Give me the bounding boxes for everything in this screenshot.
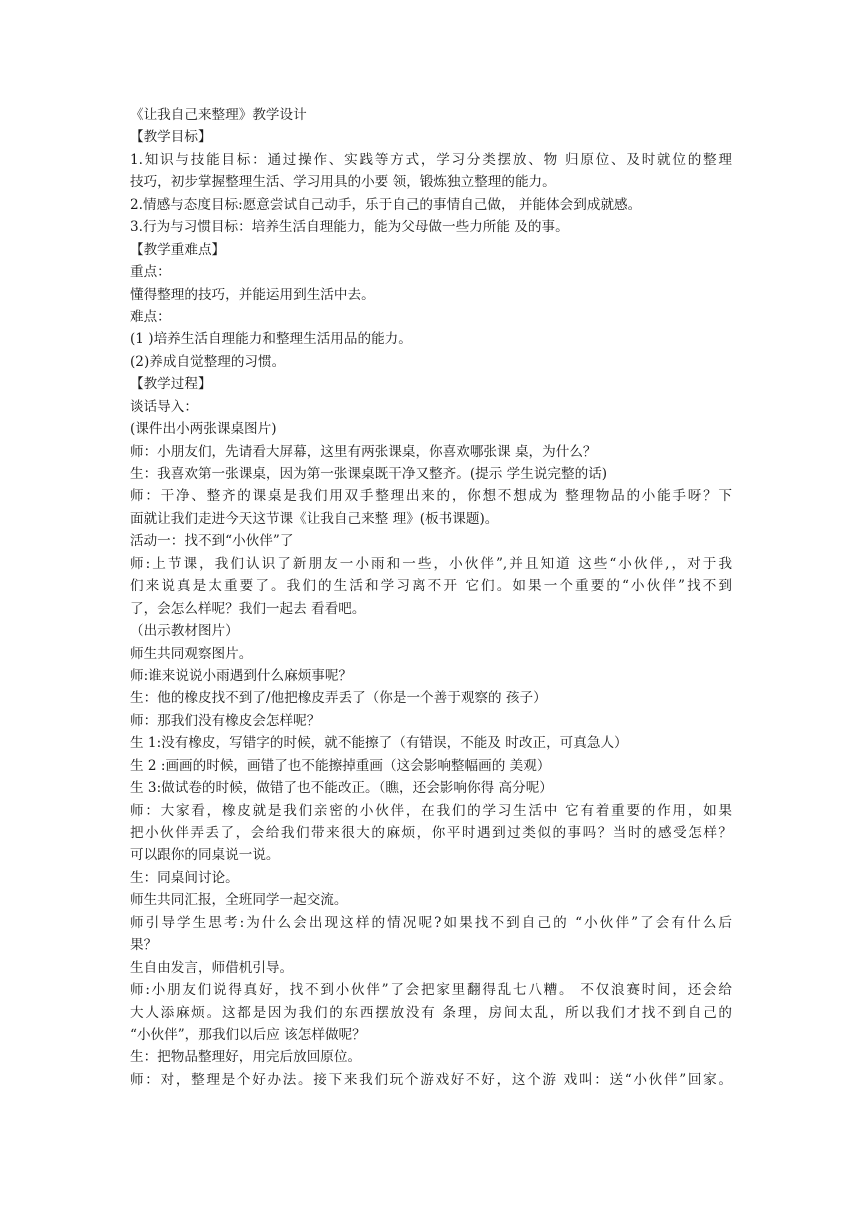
text-line: 师：对，整理是个好办法。接下来我们玩个游戏好不好，这个游 戏叫：送“小伙伴”回家。	[130, 1071, 732, 1088]
text-line: 生：我喜欢第一张课桌，因为第一张课桌既干净又整齐。(提示 学生说完整的话)	[130, 466, 608, 482]
text-line: 可以跟你的同桌说一说。	[130, 847, 280, 864]
text-line: 师:小朋友们说得真好，找不到小伙伴”了会把家里翻得乱七八糟。 不仅浪赛时间，还会给	[130, 982, 732, 999]
text-line: 【教学过程】	[130, 376, 212, 393]
text-line: 师引导学生思考:为什么会出现这样的情况呢?如果找不到自己的 “小伙伴”了会有什么后	[130, 914, 732, 931]
text-line: 把小伙伴弄丢了，会给我们带来很大的麻烦，你平时遇到过类似的事吗？当时的感受怎样？	[130, 825, 732, 841]
text-line: 大人添麻烦。这都是因为我们的东西摆放没有 条理，房间太乱，所以我们才找不到自己的	[130, 1004, 732, 1021]
text-line: 生：同桌间讨论。	[130, 869, 239, 886]
text-line: 师:谁来说说小雨遇到什么麻烦事呢？	[130, 667, 353, 684]
text-line: 【教学目标】	[130, 129, 212, 146]
text-line: 们来说真是太重要了。我们的生活和学习离不开 它们。如果一个重要的“小伙伴”找不到	[130, 578, 732, 595]
text-line: 师：那我们没有橡皮会怎样呢？	[130, 712, 321, 729]
text-line: 师：小朋友们，先请看大屏幕，这里有两张课桌，你喜欢哪张课 桌，为什么？	[130, 443, 597, 460]
text-line: 谈话导入：	[130, 398, 198, 415]
text-line: 生 3:做试卷的时候，做错了也不能改正。（瞧，还会影响你得 高分呢）	[130, 780, 553, 797]
text-line: 2.情感与态度目标:愿意尝试自己动手，乐于自己的事情自己做， 并能体会到成就感。	[130, 196, 642, 213]
text-line: 生：他的橡皮找不到了/他把橡皮弄丢了（你是一个善于观察的 孩子）	[130, 690, 547, 707]
text-line: 1.知识与技能目标：通过操作、实践等方式，学习分类摆放、物 归原位、及时就位的整理	[130, 151, 732, 168]
text-line: 师：大家看，橡皮就是我们亲密的小伙伴，在我们的学习生活中 它有着重要的作用，如果	[130, 802, 732, 819]
text-line: 果？	[130, 937, 158, 954]
text-line: 重点：	[130, 264, 171, 281]
text-line: 懂得整理的技巧，并能运用到生活中去。	[130, 286, 375, 303]
text-line: (课件出小两张课桌图片)	[130, 421, 277, 438]
text-line: 生自由发言，师借机引导。	[130, 959, 294, 976]
document-title: 《让我自己来整理》教学设计	[130, 107, 307, 123]
text-line: “小伙伴”，那我们以后应 该怎样做呢？	[130, 1026, 366, 1043]
text-line: 技巧，初步掌握整理生活、学习用具的小要 领，锻炼独立整理的能力。	[130, 174, 556, 191]
text-line: 生 1:没有橡皮，写错字的时候，就不能擦了（有错误，不能及 时改正，可真急人）	[130, 735, 628, 752]
text-line: 3.行为与习惯目标：培养生活自理能力，能为父母做一些力所能 及的事。	[130, 219, 569, 236]
document-body	[130, 104, 732, 1091]
text-line: (1 )培养生活自理能力和整理生活用品的能力。	[130, 331, 412, 348]
text-line: 了，会怎么样呢？我们一起去 看看吧。	[130, 600, 366, 617]
text-line: 【教学重难点】	[130, 241, 226, 258]
text-line: 师生共同观察图片。	[130, 645, 253, 662]
text-line: （出示教材图片）	[130, 623, 239, 640]
text-line: 师生共同汇报，全班同学一起交流。	[130, 892, 348, 909]
text-line: 师:上节课，我们认识了新朋友一小雨和一些，小伙伴”,并且知道 这些“小伙伴,，对于我	[130, 555, 732, 572]
text-line: (2)养成自觉整理的习惯。	[130, 353, 286, 370]
text-line: 师：干净、整齐的课桌是我们用双手整理出来的，你想不想成为 整理物品的小能手呀？下	[130, 488, 732, 505]
text-line: 生 2 :画画的时候，画错了也不能擦掉重画（这会影响整幅画的 美观）	[130, 757, 551, 774]
text-line: 活动一：找不到“小伙伴”了	[130, 533, 294, 550]
text-line: 面就让我们走进今天这节课《让我自己来整 理》(板书课题)。	[130, 510, 499, 527]
text-line: 生：把物品整理好，用完后放回原位。	[130, 1049, 362, 1066]
text-line: 难点：	[130, 308, 171, 325]
